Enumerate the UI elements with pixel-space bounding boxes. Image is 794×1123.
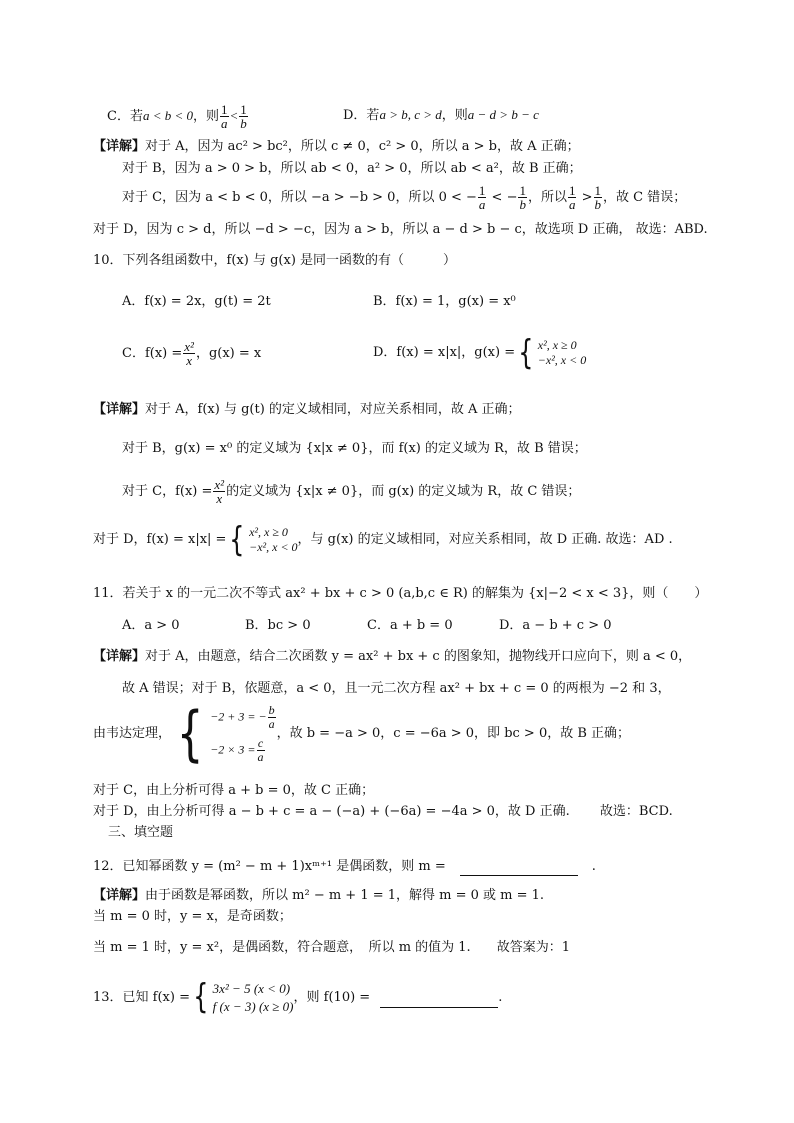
system-brace: { −2 + 3 = − $\frac{b}{a}$ −2 × 3 = $\frac{c}{a}$ [176, 699, 275, 769]
q10-option-a: A．f(x) = 2x，g(t) = 2t [122, 294, 271, 309]
detail-tag: 【详解】 [93, 888, 146, 903]
q9-option-d: D．若a > b, c > d，则a − d > b − c [343, 107, 539, 123]
fraction: $\frac{1}{b}$ [594, 183, 602, 212]
fraction: $\frac{1}{a}$ [568, 183, 576, 212]
q12-explanation-2: 当 m = 0 时，y = x，是奇函数； [93, 909, 292, 924]
fraction: $\frac{1}{b}$ [240, 102, 247, 131]
q9-explanation-c: 对于 C，因为 a < b < 0，所以 −a > −b > 0，所以 0 < − $\frac{1}{a}$ < − $\frac{1}{b}$ ，所以 $\frac{1}{a}$ > $\frac{1}{b}$ ，故 C 错误； [122, 183, 687, 212]
fraction: $\frac{b}{a}$ [268, 703, 275, 731]
q11-stem: 11．若关于 x 的一元二次不等式 ax² + bx + c > 0 (a,b,c ∈ R) 的解集为 {x|−2 < x < 3}，则（ ） [93, 586, 708, 601]
q11-explanation-c: 对于 C，由上分析可得 a + b = 0，故 C 正确； [93, 783, 375, 798]
q9-explanation-b: 对于 B，因为 a > 0 > b，所以 ab < 0，a² > 0，所以 ab < a²，故 B 正确； [122, 161, 582, 176]
q12-stem: 12．已知幂函数 y = (m² − m + 1)xᵐ⁺¹ 是偶函数，则 m = . [93, 859, 596, 874]
detail-tag: 【详解】 [93, 139, 146, 154]
q10-stem: 10．下列各组函数中，f(x) 与 g(x) 是同一函数的有（ ） [93, 253, 457, 268]
q10-explanation-b: 对于 B，g(x) = x⁰ 的定义域为 {x|x ≠ 0}，而 f(x) 的定义域为 R，故 B 错误； [122, 441, 587, 456]
detail-tag: 【详解】 [93, 402, 146, 417]
q10-option-d: D．f(x) = x|x|，g(x) = { x², x ≥ 0 −x², x < 0 [373, 333, 587, 373]
answer-blank[interactable] [460, 857, 578, 876]
section-title: 三、填空题 [108, 825, 174, 840]
fraction: $\frac{1}{a}$ [478, 183, 486, 212]
q10-explanation-c: 对于 C，f(x) = $\frac{\text{x²}}{x}$ 的定义域为 {x|x ≠ 0}，而 g(x) 的定义域为 R，故 C 错误； [122, 477, 581, 506]
q9-explanation-a: 【详解】对于 A，因为 ac² > bc²，所以 c ≠ 0，c² > 0，所以 a > b，故 A 正确； [93, 139, 580, 154]
q9-option-c: C．若a < b < 0，则 $\frac{1}{a}$ < $\frac{1}{b}$ [107, 102, 247, 131]
q11-option-a: A．a > 0 [122, 618, 180, 633]
q10-option-c: C．f(x) = $\frac{\text{x²}}{x}$ ，g(x) = x [122, 339, 262, 368]
q12-explanation-1: 【详解】由于函数是幂函数，所以 m² − m + 1 = 1，解得 m = 0 或 m = 1. [93, 888, 545, 903]
q11-explanation-a: 【详解】对于 A，由题意，结合二次函数 y = ax² + bx + c 的图象知，抛物线开口应向下，则 a < 0， [93, 649, 692, 664]
fraction: $\frac{\text{x²}}{x}$ [184, 339, 194, 368]
q11-option-c: C．a + b = 0 [367, 618, 453, 633]
q11-explanation-b1: 故 A 错误；对于 B，依题意，a < 0，且一元二次方程 ax² + bx + c = 0 的两根为 −2 和 3， [122, 681, 671, 696]
answer-blank[interactable] [380, 989, 498, 1008]
q13-stem: 13．已知 f(x) = { 3x² − 5 (x < 0) f (x − 3) (x ≥ 0) ，则 f(10) = . [93, 977, 503, 1017]
fraction: $\frac{\text{x²}}{x}$ [214, 477, 225, 506]
q11-option-b: B．bc > 0 [245, 618, 311, 633]
q10-explanation-a: 【详解】对于 A，f(x) 与 g(t) 的定义域相同，对应关系相同，故 A 正确； [93, 402, 521, 417]
q9-explanation-d: 对于 D，因为 c > d，所以 −d > −c，因为 a > b，所以 a − d > b − c，故选项 D 正确， 故选：ABD. [93, 222, 708, 237]
piecewise-brace: { x², x ≥ 0 −x², x < 0 [518, 333, 587, 373]
q10-explanation-d: 对于 D，f(x) = x|x| = { x², x ≥ 0 −x², x < 0 ，与 g(x) 的定义域相同，对应关系相同，故 D 正确. 故选：AD . [93, 520, 673, 560]
piecewise-brace: { x², x ≥ 0 −x², x < 0 [229, 520, 298, 560]
piecewise-brace: { 3x² − 5 (x < 0) f (x − 3) (x ≥ 0) [193, 977, 294, 1017]
q11-option-d: D．a − b + c > 0 [499, 618, 612, 633]
detail-tag: 【详解】 [93, 649, 146, 664]
q12-explanation-3: 当 m = 1 时，y = x²，是偶函数，符合题意， 所以 m 的值为 1. 故答案为：1 [93, 940, 570, 955]
q10-option-b: B．f(x) = 1，g(x) = x⁰ [373, 294, 516, 309]
fraction: $\frac{c}{a}$ [257, 736, 264, 764]
q11-explanation-d: 对于 D，由上分析可得 a − b + c = a − (−a) + (−6a) = −4a > 0，故 D 正确. 故选：BCD. [93, 804, 673, 819]
q11-explanation-b2: 由韦达定理， { −2 + 3 = − $\frac{b}{a}$ −2 × 3 = $\frac{c}{a}$ ，故 b = −a > 0，c = −6a > 0，即 bc > 0，故 B 正确； [93, 699, 631, 769]
fraction: $\frac{1}{a}$ [221, 102, 228, 131]
fraction: $\frac{1}{b}$ [519, 183, 526, 212]
